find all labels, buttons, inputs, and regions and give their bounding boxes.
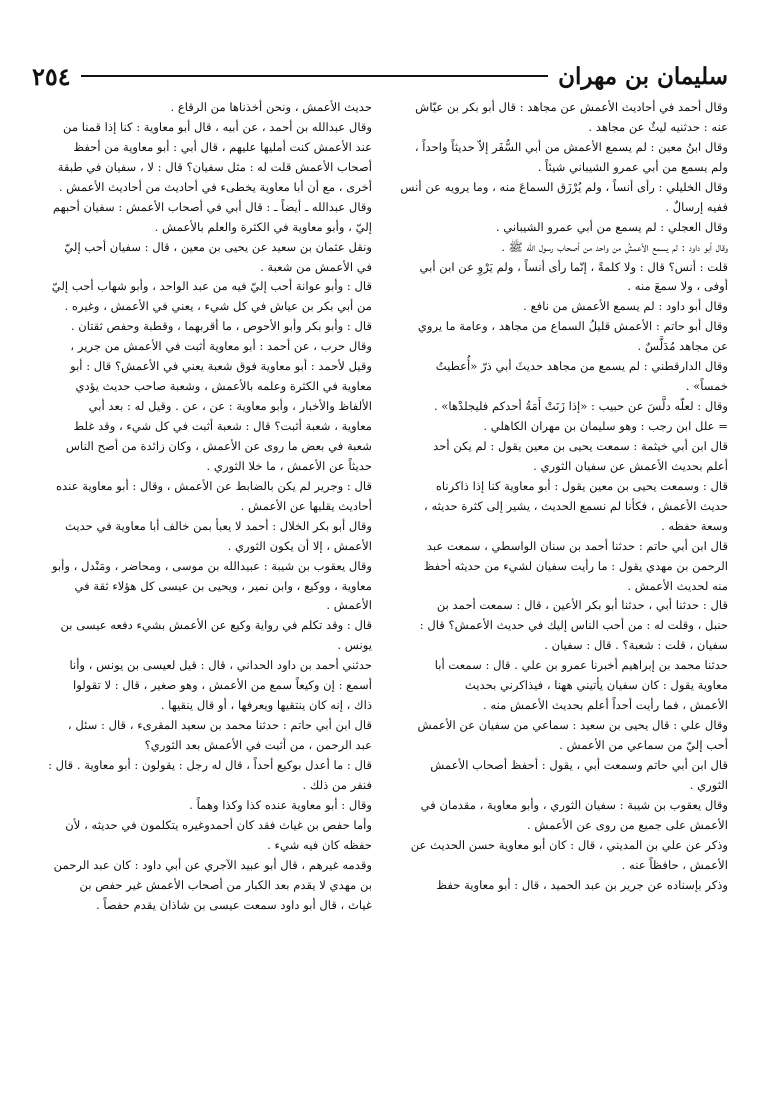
paragraph: قال ابن أبي خيثمة : سمعت يحيى بن معين يقول : لم يكن أحد أعلم بحديث الأعمش عن سفيان الثوري . xyxy=(433,438,728,473)
paragraph: وقال عبدالله ـ أيضاً ـ : قال أبي في أصحاب الأعمش : سفيان أحبهم إليّ ، وأبو معاوية في الكثرة والعلم بالأعمش . xyxy=(52,199,372,234)
paragraph: وقال يعقوب بن شيبة : عبيدالله بن موسى ، ومحاضر ، ومَنْدل ، وأبو معاوية ، ووكيع ، وابن نمير ، ويحيى بن عيسى كل هؤلاء ثقة في الأعمش . xyxy=(51,558,372,613)
paragraph: وقال أبو حاتم : الأعمش قليلُ السماع من مجاهد ، وعامة ما يروي عن مجاهد مُدَلَّسٌ . xyxy=(417,319,728,354)
paragraph: وقال الخليلي : رأى أنساً ، ولم يُرْزَق السماعَ منه ، وما يرويه عن أنس ففيه إرسالٌ . xyxy=(400,179,728,214)
paragraph: وقال أبو داود : لم يسمع الأعمش من نافع . xyxy=(523,299,728,314)
paragraph: وقال حرب ، عن أحمد : أبو معاوية أثبت في الأعمش من جرير ، وقيل لأحمد : أبو معاوية فوق شعبة يعني في الأعمش؟ قال : أبو معاوية في الكثرة وعلمه بالأعمش ، وشعبة صاحب حديث يؤدي الألفاظ والأخبار ، وأبو معاوية : عن ، عن . وقيل له : بعد أبي معاوية ، شعبة أثبت؟ قال : شعبة أثبت في كل شيء ، وقد غلط شعبة في بعض ما روى عن الأعمش ، وكان زائدة من أصح الناس حديثاً عن الأعمش ، ما خلا الثوري . xyxy=(65,339,372,473)
paragraph: قال : وجرير لم يكن بالضابط عن الأعمش ، وقال : أبو معاوية عنده أحاديث يقلبها عن الأعمش . xyxy=(55,478,372,513)
paragraph: قلت : أنس؟ قال : ولا كلمةً ، إنّما رأى أنساً ، ولم يَرْوِ عن ابن أبي أوفى ، ولا سمعَ منه . xyxy=(419,259,728,294)
paragraph: وقال العجلي : لم يسمع من أبي عمرو الشيباني . xyxy=(495,219,728,234)
running-head-title: سليمان بن مهران xyxy=(558,62,728,90)
right-column xyxy=(388,98,728,915)
paragraph: وقال : أبو معاوية عنده كذا وكذا وهماً . xyxy=(189,797,372,812)
paragraph: وذكر عن علي بن المديني ، قال : كان أبو معاوية حسن الحديث عن الأعمش ، حافظاً عنه . xyxy=(410,837,728,872)
paragraph: وقال يعقوب بن شيبة : سفيان الثوري ، وأبو معاوية ، مقدمان في الأعمش على جميع من روى عن الأعمش . xyxy=(420,797,728,832)
paragraph: وقال أبو بكر الخلال : أحمد لا يعبأ بمن خالف أبا معاوية في حديث الأعمش ، إلا أن يكون الثوري . xyxy=(64,518,372,553)
paragraph: حدثني أحمد بن داود الحداني ، قال : قيل لعيسى بن يونس ، وأنا أسمع : إن وكيعاً سمع من الأعمش ، وهو صغير ، قال : لا تقولوا ذاك ، إنه كان ينتقيها ويعرفها ، أو قال ينقيها . xyxy=(69,658,372,713)
paragraph: وقال عبدالله بن أحمد ، عن أبيه ، قال أبو معاوية : كنا إذا قمنا من عند الأعمش كنت أمليها عليهم ، قال أبي : أبو معاوية من أحفظ أصحاب الأعمش قلت له : مثل سفيان؟ قال : لا ، سفيان في طبقة أخرى ، مع أن أبا معاوية يخطىء في أحاديث من أحاديث الأعمش . xyxy=(57,119,372,194)
paragraph: قال : ما أعدل بوكيع أحداً ، قال له رجل : يقولون : أبو معاوية . قال : فنفر من ذلك . xyxy=(48,757,372,792)
paragraph: قال : وسمعت يحيى بن معين يقول : أبو معاوية كنا إذا ذاكرناه حديث الأعمش ، فكأنا لم نسمع الحديث ، يشير إلى كثرة حديثه ، وسعة حفظه . xyxy=(424,478,728,533)
paragraph: قال : وأبو بكر وأبو الأحوص ، ما أقربهما ، وقطبة وحفص ثقتان . xyxy=(70,319,372,334)
paragraph: قال : حدثنا أبي ، حدثنا أبو بكر الأعين ، قال : سمعت أحمد بن حنبل ، وقلت له : من أحب الناس إليك في حديث الأعمش؟ قال : سفيان ، قلت : شعبة؟ . قال : سفيان . xyxy=(419,598,728,653)
paragraph: حديث الأعمش ، ونحن أخذناها من الرقاع . xyxy=(170,100,372,114)
running-head-rule xyxy=(81,75,548,77)
page-number: ٢٥٤ xyxy=(32,61,71,91)
paragraph: وقال : لعلّه دلَّسَ عن حبيب : «إذا زَنَتْ أَمَةُ أحدكم فليجلدْها» . xyxy=(433,399,728,414)
paragraph: قال : وأبو عوانة أحب إليّ فيه من عبد الواحد ، وأبو شهاب أحب إليّ من أبي بكر بن عياش في كل شيء ، يعني في الأعمش ، وغيره . xyxy=(51,279,372,314)
paragraph: وقال أبو داود : لم يسمع الأعمشُ من واحد من أصحاب رسول الله ﷺ . xyxy=(501,239,728,254)
paragraph: = علل ابن رجب : وهو سليمان بن مهران الكاهلي . xyxy=(483,419,728,433)
paragraph: حدثنا محمد بن إبراهيم أخبرنا عمرو بن علي . قال : سمعت أبا معاوية يقول : كان سفيان يأتيني ههنا ، فيذاكرني بحديث الأعمش ، فما رأيت أحداً أعلم بحديث الأعمش منه . xyxy=(434,658,728,713)
paragraph: قال ابن أبي حاتم : حدثنا محمد بن سعيد المقرىء ، قال : سئل ، عبد الرحمن ، من أثبت في الأعمش بعد الثوري؟ xyxy=(67,718,372,752)
paragraph: وقال علي : قال يحيى بن سعيد : سماعي من سفيان عن الأعمش أحب إليّ من سماعي من الأعمش . xyxy=(417,718,728,752)
running-head xyxy=(24,58,736,94)
paragraph: وقال ابنُ معين : لم يسمع الأعمش من أبي السُّفَر إلاّ حديثاً واحداً ، ولم يسمع من أبي عمرو الشيباني شيئاً . xyxy=(414,139,728,174)
paragraph: وقدمه غيرهم ، قال أبو عبيد الآجري عن أبي داود : كان عبد الرحمن بن مهدي لا يقدم بعد الكبار من أصحاب الأعمش غير حفص بن غياث ، قال أبو داود سمعت عيسى بن شاذان يقدم حفصاً . xyxy=(53,857,372,912)
paragraph: ونقل عثمان بن سعيد عن يحيى بن معين ، قال : سفيان أحب إليّ في الأعمش من شعبة . xyxy=(64,239,372,274)
text-columns xyxy=(24,98,736,915)
paragraph: قال ابن أبي حاتم : حدثنا أحمد بن سنان الواسطي ، سمعت عبد الرحمن بن مهدي يقول : ما رأيت سفيان لشيء من حديثه أحفظ منه لحديث الأعمش . xyxy=(423,538,728,593)
paragraph: قال : وقد تكلم في رواية وكيع عن الأعمش بشيء دفعه عيسى بن يونس . xyxy=(60,618,372,653)
left-column xyxy=(32,98,372,915)
paragraph: وأما حفص بن غياث فقد كان أحمدوغيره يتكلمون في حديثه ، لأن حفظه كان فيه شيء . xyxy=(65,817,372,852)
paragraph: وقال الدارقطني : لم يسمع من مجاهد حديثَ أبي ذرّ «أُعطيتُ خمساً» . xyxy=(435,359,728,394)
paragraph: وذكر بإسناده عن جرير بن عبد الحميد ، قال : أبو معاوية حفظ xyxy=(436,877,728,892)
paragraph: وقال أحمد في أحاديث الأعمش عن مجاهد : قال أبو بكر بن عيّاش عنه : حدثنيه ليثٌ عن مجاهد . xyxy=(415,100,728,134)
paragraph: قال ابن أبي حاتم وسمعت أبي ، يقول : أحفظ أصحاب الأعمش الثوري . xyxy=(430,757,728,792)
